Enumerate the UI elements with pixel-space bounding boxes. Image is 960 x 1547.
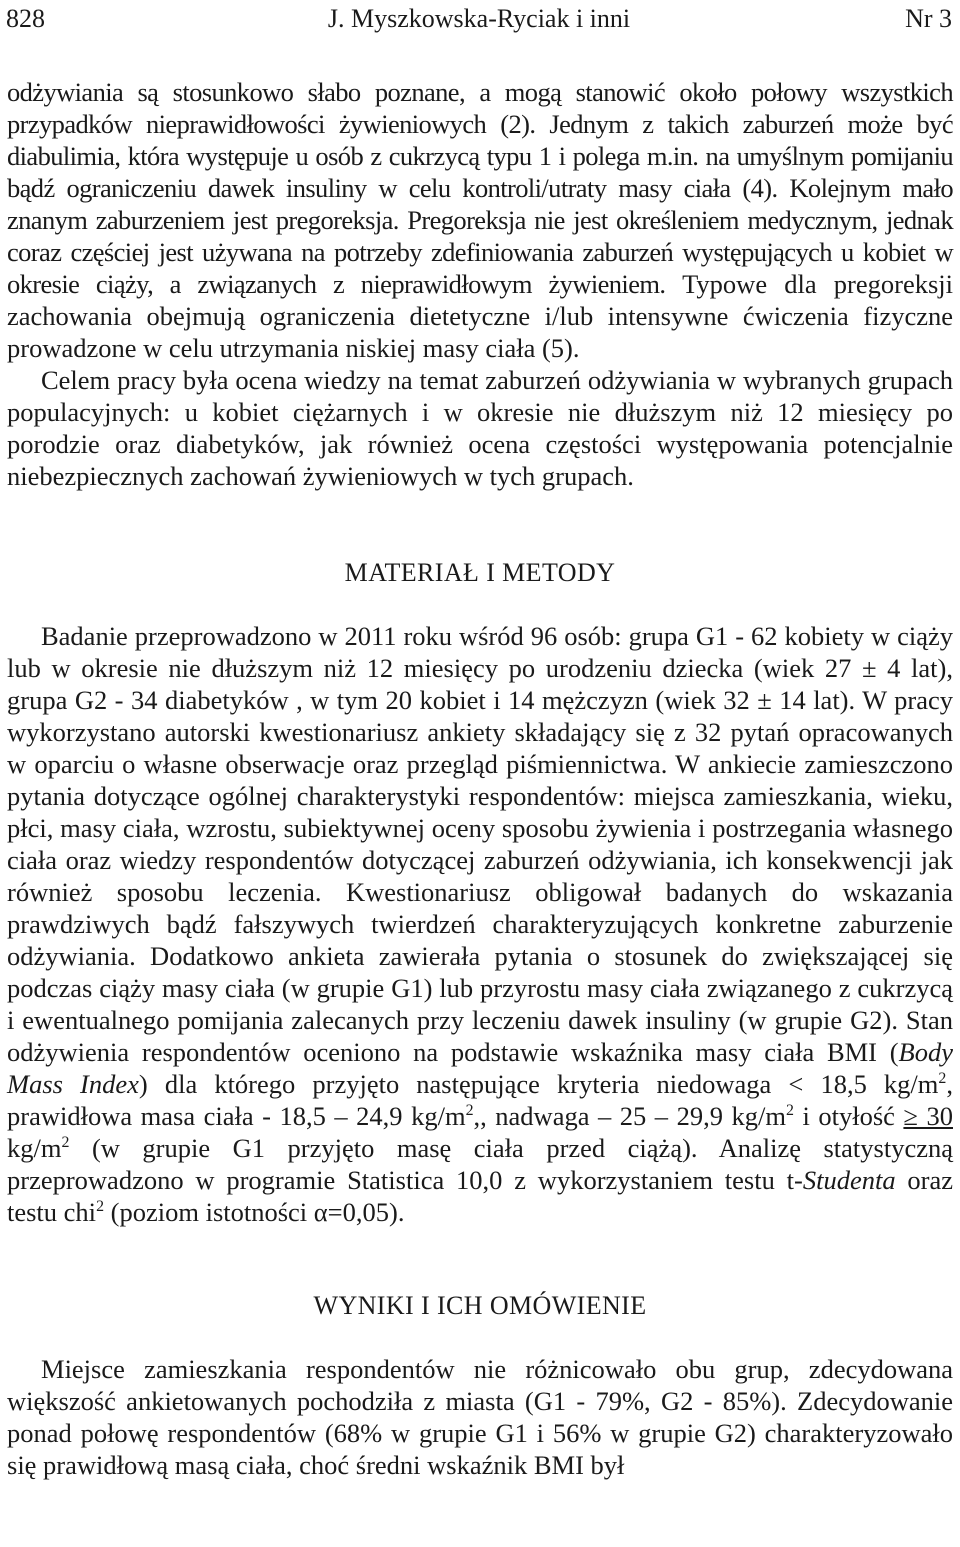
paragraph-methods	[7, 620, 953, 1228]
methods-text-1: Badanie przeprowadzono w 2011 roku wśród 96 osób: grupa G1 - 62 kobiety w ciąży lub w okresie nie dłuższym niż 12 miesięcy po urodzeniu dziecka (wiek 27 ± 4 lat), grupa G2 - 34 diabetyków , w tym 20 kobiet i 14 mężczyzn (wiek 32 ± 14 lat). W pracy wykorzystano autorski kwestionariusz ankiety składający się z 32 pytań opracowanych w oparciu o własne obserwacje oraz przegląd piśmiennictwa. W ankiecie zamieszczono pytania dotyczące ogólnej charakterystyki respondentów: miejsca zamieszkania, wieku, płci, masy ciała, wzrostu, subiektywnej oceny sposobu żywienia i postrzegania własnego ciała oraz wiedzy respondentów dotyczącej zaburzeń odżywiania, ich konsekwencji jak również sposobu leczenia. Kwestionariusz obligował badanych do wskazania prawdziwych bądź fałszywych twierdzeń charakteryzujących konkretne zaburzenie odżywiania. Dodatkowo ankieta zawierała pytania o stosunek do zwiększającej się podczas ciąży masy ciała (w grupie G1) lub przyrostu masy ciała związanego z cukrzycą i ewentualnego pomijania zalecanych przy leczeniu dawek insuliny (w grupie G2). Stan odżywienia respondentów oceniono na podstawie wskaźnika masy ciała BMI (	[7, 621, 953, 1067]
methods-text-4: ,, nadwaga – 25 – 29,9 kg/m	[473, 1101, 786, 1131]
section-title-results: WYNIKI I ICH OMÓWIENIE	[313, 1291, 647, 1320]
page-header	[6, 2, 952, 36]
methods-text-2: ) dla którego przyjęto następujące kryteria niedowaga < 18,5 kg/m	[138, 1069, 939, 1099]
paragraph-intro-part1: odżywiania są stosunkowo słabo poznane, a mogą stanowić około połowy wszystkich przypadków nieprawidłowości żywieniowych (2). Jednym z takich zaburzeń może być diabulimia, która występuje u osób z cukrzycą typu 1 i polega m.in. na umyślnym pomijaniu bądź ograniczeniu dawek insuliny w celu kontroli/utraty masy ciała (4). Kolejnym mało znanym zaburzeniem jest pregoreksja. Pregoreksja nie jest określeniem medycznym, jednak coraz częściej jest używana na potrzeby zdefiniowania zaburzeń występujących u kobiet w okresie ciąży, a związanych z nieprawidłowym żywieniem.	[7, 77, 953, 299]
paragraph-intro-continued	[7, 76, 953, 364]
article-body	[7, 76, 953, 1481]
methods-text-3: , prawidłowa masa ciała - 18,5 – 24,9 kg/m	[7, 1069, 953, 1131]
superscript: 2	[785, 1102, 794, 1120]
section-title-methods: MATERIAŁ I METODY	[344, 558, 616, 587]
methods-text-6: kg/m	[7, 1133, 62, 1163]
bmi-english-term: Body Mass Index	[7, 1037, 953, 1099]
paragraph-results: Miejsce zamieszkania respondentów nie różnicowało obu grup, zdecydowana większość ankietowanych pochodziła z miasta (G1 - 79%, G2 - 85%). Zdecydowanie ponad połowę respondentów (68% w grupie G1 i 56% w grupie G2) charakteryzowało się prawidłową masą ciała, choć średni wskaźnik BMI był	[7, 1354, 953, 1480]
methods-text-5: i otyłość	[793, 1101, 904, 1131]
superscript: 2	[96, 1198, 105, 1216]
student-test-term: Studenta	[802, 1165, 896, 1195]
paragraph-intro-part2: Typowe dla pregoreksji zachowania obejmują ograniczenia dietetyczne i/lub intensywne ćwiczenia fizyczne prowadzone w celu utrzymania niskiej masy ciała (5).	[7, 269, 954, 363]
paragraph-aim: Celem pracy była ocena wiedzy na temat zaburzeń odżywiania w wybranych grupach populacyjnych: u kobiet ciężarnych i w okresie nie dłuższym niż 12 miesięcy po porodzie oraz diabetyków, jak również ocena częstości występowania potencjalnie niebezpiecznych zachowań żywieniowych w tych grupach.	[7, 365, 953, 491]
superscript: 2	[938, 1070, 947, 1088]
page-number: 828	[6, 4, 45, 33]
methods-text-8: oraz testu chi	[7, 1165, 953, 1227]
obesity-threshold: ≥ 30	[903, 1101, 953, 1131]
methods-text-9: (poziom istotności α=0,05).	[104, 1197, 405, 1227]
methods-text-7: (w grupie G1 przyjęto masę ciała przed ciążą). Analizę statystyczną przeprowadzono w programie Statistica 10,0 z wykorzystaniem testu t-	[7, 1133, 953, 1195]
running-head-authors: J. Myszkowska-Ryciak i inni	[327, 4, 631, 33]
superscript: 2	[61, 1134, 70, 1152]
superscript: 2	[465, 1102, 474, 1120]
issue-number: Nr 3	[905, 4, 952, 33]
